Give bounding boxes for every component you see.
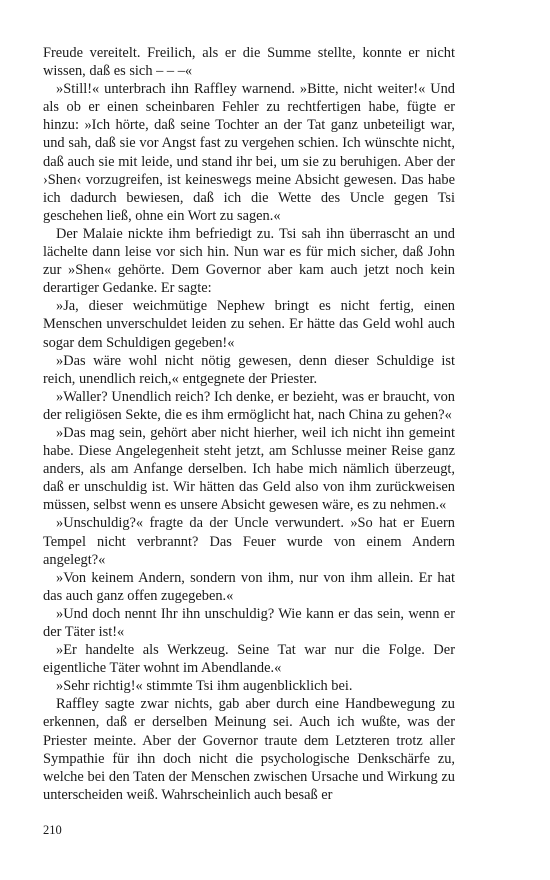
paragraph-8: »Unschuldig?« fragte da der Uncle verwundert. »So hat er Euern Tempel nicht verbrannt? Das Feuer wurde von einem Andern angelegt?« bbox=[43, 515, 455, 568]
paragraph-10: »Und doch nennt Ihr ihn unschuldig? Wie kann er das sein, wenn er der Täter ist!« bbox=[43, 605, 455, 640]
paragraph-3: Der Malaie nickte ihm befriedigt zu. Tsi sah ihn überrascht an und lächelte dann leise vor sich hin. Nun war es für mich sicher, daß John zur »Shen« gehörte. Dem Governor aber kam auch jetzt noch kein derartiger Gedanke. Er sagte: bbox=[43, 225, 455, 297]
paragraph-11: »Er handelte als Werkzeug. Seine Tat war nur die Folge. Der eigentliche Täter wohnt im Abendlande.« bbox=[43, 642, 455, 677]
paragraph-13: Raffley sagte zwar nichts, gab aber durch eine Handbewegung zu erkennen, daß er derselben Meinung sei. Auch ich wußte, was der Priester meinte. Aber der Governor traute dem Letzteren trotz aller Sympathie für ihn doch nicht die psychologische Denkschärfe zu, welche bei den Taten der Menschen zwischen Ursache und Wirkung zu unterscheiden weiß. Wahrscheinlich auch besaß er bbox=[43, 696, 455, 803]
paragraph-7: »Das mag sein, gehört aber nicht hierher, weil ich nicht ihn gemeint habe. Diese Angelegenheit steht jetzt, am Schlusse meiner Reise ganz anders, als am Anfange derselben. Ich habe mich nämlich überzeugt, daß er unschuldig ist. Wir hätten das Geld also von ihm zurückweisen müssen, selbst wenn es unsere Absicht gewesen wäre, es zu nehmen.« bbox=[43, 424, 455, 514]
paragraph-2: »Still!« unterbrach ihn Raffley warnend. »Bitte, nicht weiter!« Und als ob er einen scheinbaren Fehler zu rechtfertigen habe, fügte er hinzu: »Ich hörte, daß seine Tochter an der Tat ganz unbeteiligt war, und sah, daß sie vor Angst fast zu vergehen schien. Ich wünschte nicht, daß auch sie mit leide, und stand ihr bei, um sie zu beruhigen. Aber der ›Shen‹ vorzugreifen, ist keineswegs meine Absicht gewesen. Das habe ich dadurch bewiesen, daß ich die Wette des Uncle gegen Tsi geschehen ließ, ohne ein Wort zu sagen.« bbox=[43, 81, 455, 224]
page-number: 210 bbox=[43, 823, 62, 837]
paragraph-12: »Sehr richtig!« stimmte Tsi ihm augenblicklich bei. bbox=[56, 678, 353, 695]
paragraph-4: »Ja, dieser weichmütige Nephew bringt es nicht fertig, einen Menschen unverschuldet leiden zu sehen. Er hätte das Geld wohl auch sogar dem Schuldigen gegeben!« bbox=[43, 298, 455, 351]
paragraph-5: »Das wäre wohl nicht nötig gewesen, denn dieser Schuldige ist reich, unendlich reich,« entgegnete der Priester. bbox=[43, 352, 455, 387]
page-text bbox=[43, 44, 455, 804]
paragraph-6: »Waller? Unendlich reich? Ich denke, er bezieht, was er braucht, von der religiösen Sekte, die es ihm ermöglicht hat, nach China zu gehen?« bbox=[43, 388, 455, 423]
paragraph-9: »Von keinem Andern, sondern von ihm, nur von ihm allein. Er hat das auch ganz offen zugegeben.« bbox=[43, 569, 455, 604]
paragraph-1: Freude vereitelt. Freilich, als er die Summe stellte, konnte er nicht wissen, daß es sich – – –« bbox=[43, 45, 455, 80]
